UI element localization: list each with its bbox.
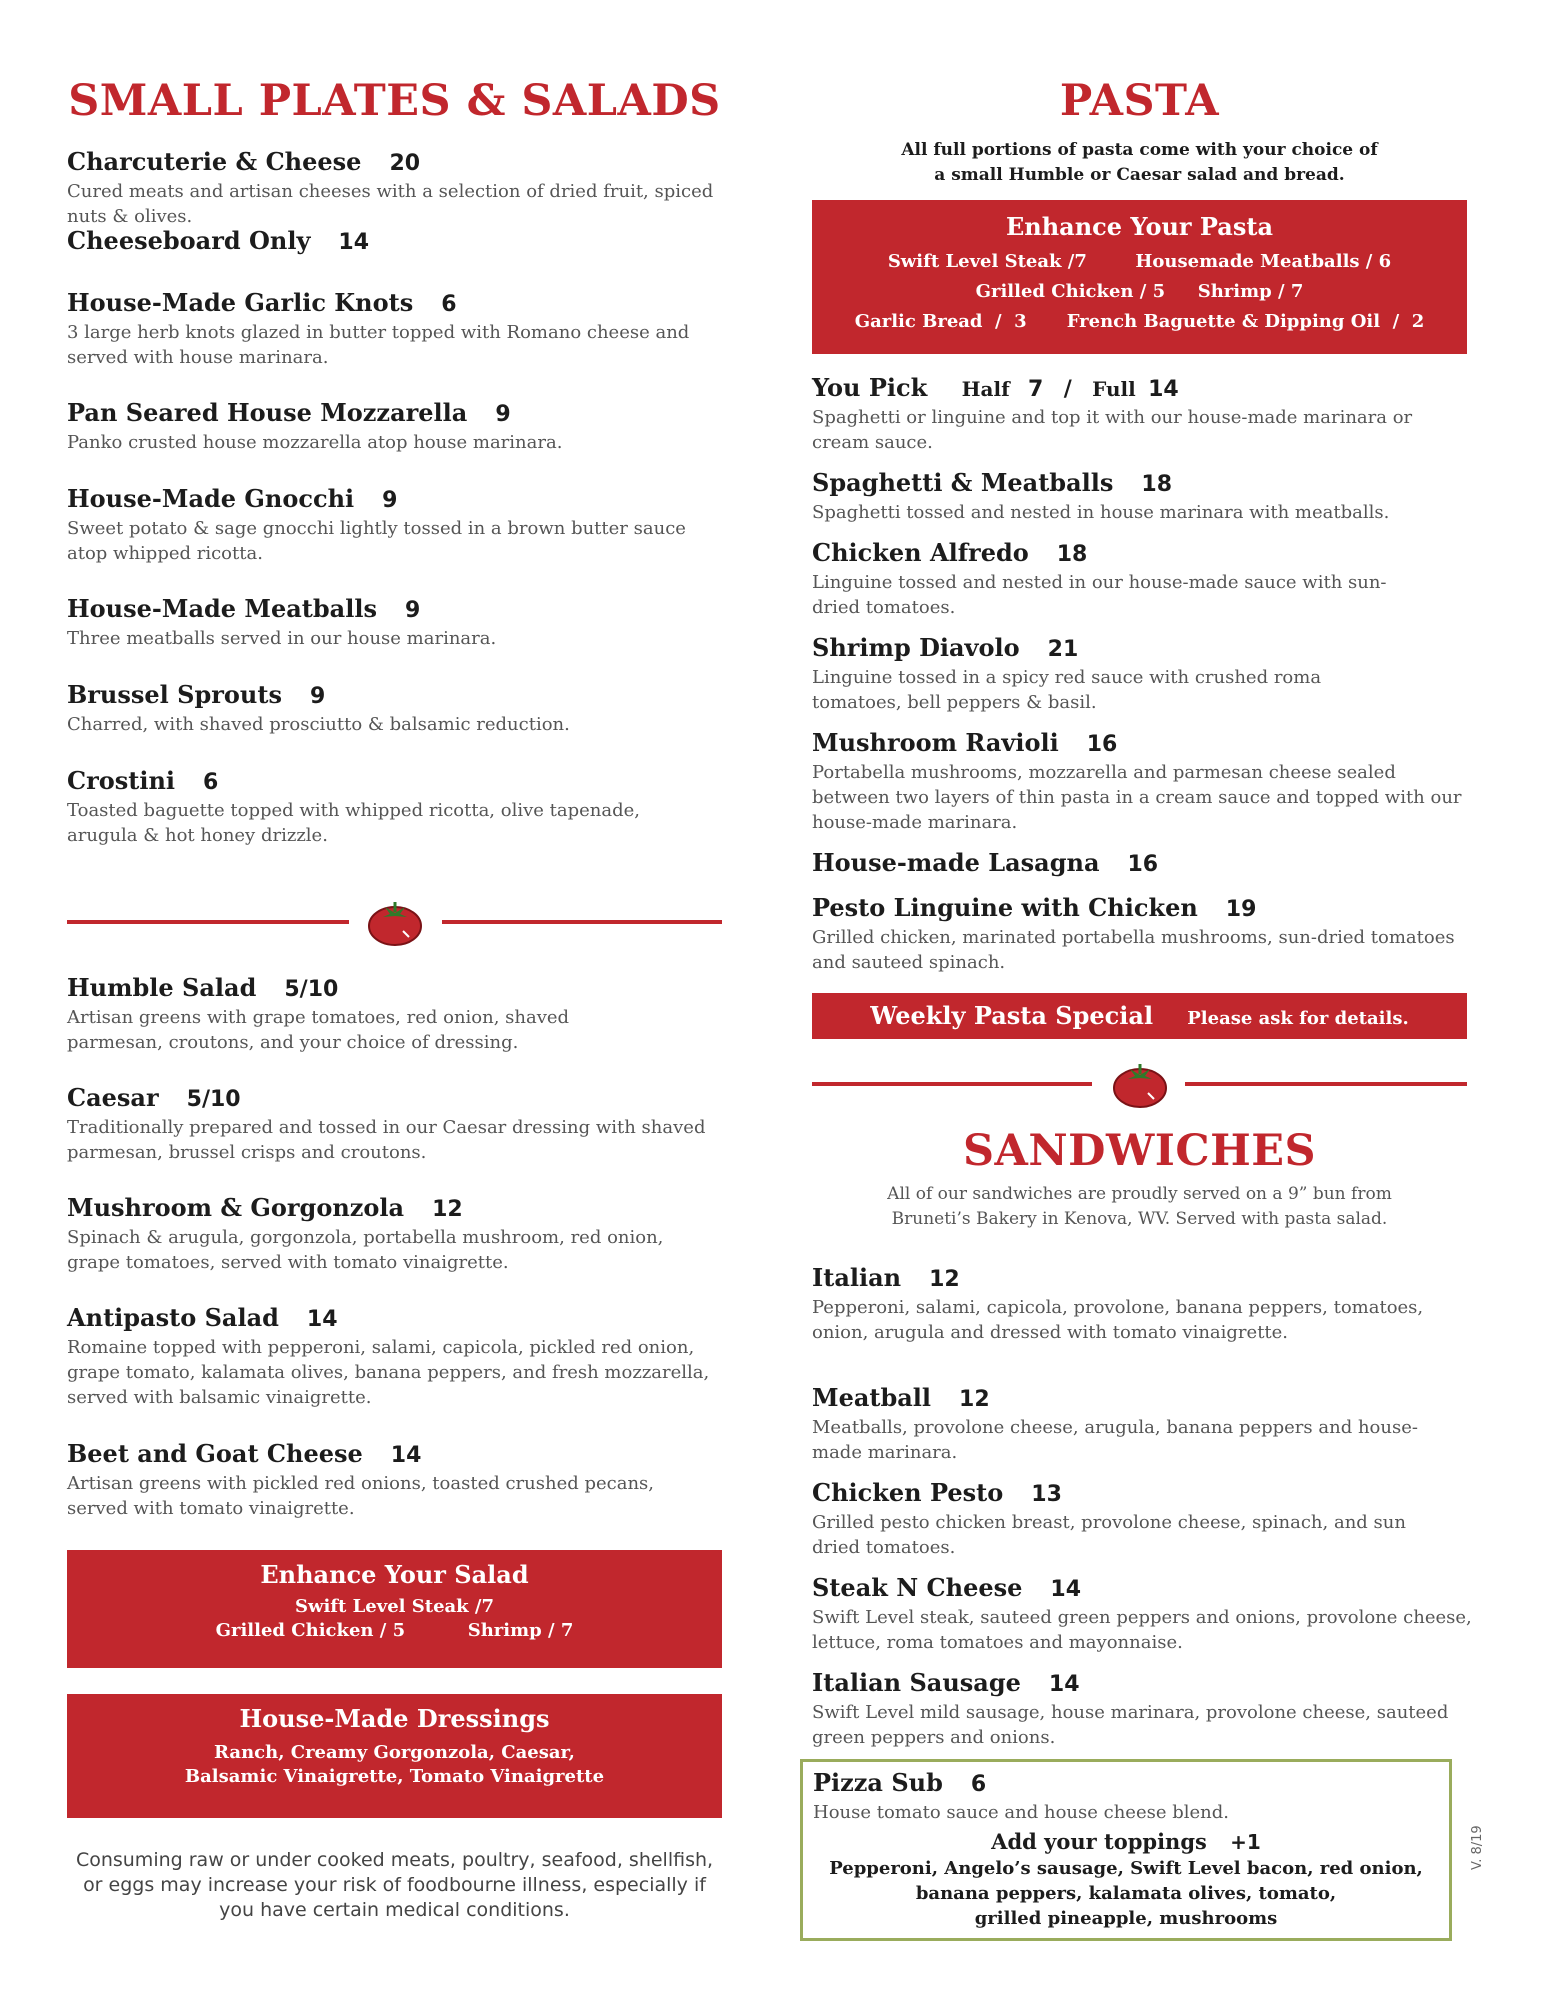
item-price: 6 bbox=[203, 770, 219, 795]
item-description: Grilled pesto chicken breast, provolone cheese, spinach, and sun dried tomatoes. bbox=[812, 1512, 1406, 1558]
weekly-special-note: Please ask for details. bbox=[1187, 1008, 1409, 1029]
enhance-salad-title: Enhance Your Salad bbox=[260, 1560, 529, 1589]
menu-item bbox=[812, 848, 1467, 880]
menu-item bbox=[67, 288, 722, 370]
item-price: 6 bbox=[970, 1772, 987, 1797]
item-name: Italian bbox=[812, 1263, 902, 1292]
item-name: Steak N Cheese bbox=[812, 1573, 1023, 1602]
divider-line bbox=[1185, 1082, 1467, 1086]
menu-item bbox=[67, 484, 722, 566]
item-description: Panko crusted house mozzarella atop house marinara. bbox=[67, 432, 563, 453]
item-price: 13 bbox=[1031, 1482, 1062, 1507]
dressings-title: House-Made Dressings bbox=[239, 1704, 550, 1733]
menu-item bbox=[812, 373, 1467, 455]
item-name: Pan Seared House Mozzarella bbox=[67, 398, 468, 427]
enhance-pasta-box bbox=[812, 200, 1467, 354]
tomato-icon bbox=[1112, 1059, 1168, 1109]
sandwich-intro-line: Bruneti’s Bakery in Kenova, WV. Served with pasta salad. bbox=[891, 1209, 1388, 1229]
item-name: Chicken Alfredo bbox=[812, 538, 1029, 567]
toppings-block bbox=[803, 1828, 1449, 1931]
item-description: Swift Level steak, sauteed green peppers and onions, provolone cheese, lettuce, roma tomatoes and mayonnaise. bbox=[812, 1607, 1472, 1653]
menu-item bbox=[812, 1573, 1472, 1655]
item-name: Pizza Sub bbox=[813, 1768, 943, 1797]
divider-line bbox=[67, 920, 349, 924]
item-name: House-Made Garlic Knots bbox=[67, 288, 414, 317]
tomato-divider bbox=[812, 1059, 1467, 1109]
item-price: 9 bbox=[382, 488, 398, 513]
small-plates-heading: SMALL PLATES & SALADS bbox=[68, 76, 721, 126]
item-name: House-Made Meatballs bbox=[67, 594, 377, 623]
toppings-price: +1 bbox=[1230, 1830, 1261, 1854]
item-price: 14 bbox=[338, 230, 370, 255]
item-name: Meatball bbox=[812, 1383, 932, 1412]
tomato-divider bbox=[67, 897, 722, 947]
dressings-line: Ranch, Creamy Gorgonzola, Caesar, bbox=[214, 1742, 575, 1763]
item-description: Spaghetti tossed and nested in house marinara with meatballs. bbox=[812, 502, 1390, 523]
menu-item bbox=[813, 1768, 1229, 1825]
enhance-salad-box bbox=[67, 1550, 722, 1668]
item-name: House-Made Gnocchi bbox=[67, 484, 355, 513]
menu-item bbox=[67, 680, 722, 737]
item-description: Pepperoni, salami, capicola, provolone, banana peppers, tomatoes, onion, arugula and dressed with tomato vinaigrette. bbox=[812, 1297, 1424, 1343]
item-description: Portabella mushrooms, mozzarella and parmesan cheese sealed between two layers of thin pasta in a cream sauce and topped with our house-made marinara. bbox=[812, 762, 1462, 833]
item-description: Three meatballs served in our house marinara. bbox=[67, 628, 497, 649]
item-name: You Pick bbox=[812, 373, 928, 402]
item-price: 16 bbox=[1086, 732, 1118, 757]
menu-item bbox=[812, 633, 1467, 715]
item-description: Spaghetti or linguine and top it with our house-made marinara or cream sauce. bbox=[812, 407, 1413, 453]
item-description: Linguine tossed in a spicy red sauce with crushed roma tomatoes, bell peppers & basil. bbox=[812, 667, 1322, 713]
menu-item bbox=[67, 1083, 722, 1165]
item-price: 12 bbox=[929, 1267, 960, 1292]
item-price: 5/10 bbox=[284, 977, 339, 1002]
disclaimer: Consuming raw or under cooked meats, poultry, seafood, shellfish, or eggs may increase your risk of foodbourne illness, especially if you have certain medical conditions. bbox=[75, 1849, 714, 1921]
weekly-special-title: Weekly Pasta Special bbox=[870, 1001, 1154, 1030]
item-description: Swift Level mild sausage, house marinara, provolone cheese, sauteed green peppers and onions. bbox=[812, 1702, 1449, 1748]
item-name: Cheeseboard Only bbox=[67, 226, 311, 255]
item-description: Charred, with shaved prosciutto & balsamic reduction. bbox=[67, 714, 570, 735]
item-name: Crostini bbox=[67, 766, 176, 795]
item-price: 9 bbox=[404, 598, 421, 623]
menu-item bbox=[812, 728, 1467, 835]
item-description: Meatballs, provolone cheese, arugula, banana peppers and house-made marinara. bbox=[812, 1417, 1418, 1463]
item-description: Sweet potato & sage gnocchi lightly tossed in a brown butter sauce atop whipped ricotta. bbox=[67, 518, 686, 564]
enhance-option: French Baguette & Dipping Oil / 2 bbox=[1066, 311, 1425, 332]
item-description: Artisan greens with grape tomatoes, red onion, shaved parmesan, croutons, and your choice of dressing. bbox=[67, 1007, 570, 1053]
enhance-option: Shrimp / 7 bbox=[1197, 281, 1304, 302]
menu-item bbox=[67, 147, 722, 229]
enhance-pasta-row bbox=[812, 247, 1467, 277]
sandwich-intro-line: All of our sandwiches are proudly served on a 9” bun from bbox=[887, 1184, 1392, 1204]
menu-item bbox=[67, 594, 722, 651]
item-price: 9 bbox=[495, 402, 511, 427]
item-price: 12 bbox=[959, 1387, 990, 1412]
menu-item bbox=[67, 973, 722, 1055]
weekly-special-box bbox=[812, 993, 1467, 1039]
item-name: Humble Salad bbox=[67, 973, 257, 1002]
enhance-salad-line: Swift Level Steak /7 bbox=[294, 1596, 495, 1617]
enhance-salad-line bbox=[67, 1619, 722, 1643]
menu-item bbox=[812, 468, 1467, 525]
item-price: 21 bbox=[1047, 637, 1079, 662]
enhance-option: Grilled Chicken / 5 bbox=[975, 281, 1166, 302]
item-name: House-made Lasagna bbox=[812, 848, 1100, 877]
price-separator: / bbox=[1063, 377, 1072, 402]
pasta-heading: PASTA bbox=[1059, 76, 1220, 126]
item-description: Artisan greens with pickled red onions, toasted crushed pecans, served with tomato vinaigrette. bbox=[67, 1473, 655, 1519]
pizza-sub-box bbox=[800, 1759, 1452, 1941]
item-description: House tomato sauce and house cheese blend. bbox=[813, 1802, 1229, 1823]
menu-item bbox=[812, 893, 1467, 975]
item-name: Caesar bbox=[67, 1083, 159, 1112]
item-name: Beet and Goat Cheese bbox=[67, 1439, 363, 1468]
enhance-option: Housemade Meatballs / 6 bbox=[1135, 251, 1392, 272]
item-price: 5/10 bbox=[186, 1087, 241, 1112]
toppings-line: Pepperoni, Angelo’s sausage, Swift Level bacon, red onion, bbox=[829, 1858, 1423, 1879]
item-name: Spaghetti & Meatballs bbox=[812, 468, 1114, 497]
item-description: Linguine tossed and nested in our house-made sauce with sun-dried tomatoes. bbox=[812, 572, 1387, 618]
enhance-pasta-row bbox=[812, 277, 1467, 307]
half-label: Half bbox=[961, 377, 1010, 401]
enhance-option: Grilled Chicken / 5 bbox=[215, 1620, 406, 1641]
half-price: 7 bbox=[1028, 377, 1044, 402]
item-description: Cured meats and artisan cheeses with a selection of dried fruit, spiced nuts & olives. bbox=[67, 181, 714, 227]
item-name: Italian Sausage bbox=[812, 1668, 1021, 1697]
toppings-label: Add your toppings bbox=[991, 1829, 1207, 1854]
item-price: 14 bbox=[1050, 1577, 1082, 1602]
menu-item bbox=[67, 398, 722, 455]
dressings-box bbox=[67, 1694, 722, 1818]
item-price: 14 bbox=[1048, 1672, 1080, 1697]
menu-item bbox=[67, 1303, 722, 1410]
item-name: Chicken Pesto bbox=[812, 1478, 1004, 1507]
menu-item bbox=[812, 1263, 1467, 1345]
tomato-icon bbox=[367, 897, 423, 947]
version-label: V. 8/19 bbox=[1470, 1825, 1485, 1870]
divider-line bbox=[812, 1082, 1092, 1086]
enhance-option: Garlic Bread / 3 bbox=[854, 311, 1027, 332]
item-price: 19 bbox=[1225, 897, 1257, 922]
menu-item bbox=[67, 1439, 722, 1521]
enhance-option: Shrimp / 7 bbox=[467, 1620, 574, 1641]
menu-item bbox=[812, 1478, 1467, 1560]
full-label: Full bbox=[1092, 377, 1136, 401]
pasta-intro-line: All full portions of pasta come with your choice of bbox=[901, 140, 1378, 160]
item-name: Charcuterie & Cheese bbox=[67, 147, 362, 176]
sandwich-intro bbox=[812, 1182, 1467, 1232]
item-name: Mushroom Ravioli bbox=[812, 728, 1059, 757]
item-description: Traditionally prepared and tossed in our Caesar dressing with shaved parmesan, brussel crisps and croutons. bbox=[67, 1117, 706, 1163]
item-name: Shrimp Diavolo bbox=[812, 633, 1020, 662]
pasta-intro-line: a small Humble or Caesar salad and bread. bbox=[934, 165, 1345, 185]
item-price: 16 bbox=[1127, 852, 1159, 877]
toppings-line: banana peppers, kalamata olives, tomato, bbox=[915, 1883, 1337, 1904]
enhance-option: Swift Level Steak /7 bbox=[887, 251, 1087, 272]
item-price: 9 bbox=[309, 684, 326, 709]
divider-line bbox=[442, 920, 722, 924]
enhance-pasta-title: Enhance Your Pasta bbox=[1005, 212, 1274, 241]
full-price: 14 bbox=[1148, 377, 1179, 402]
item-description: Spinach & arugula, gorgonzola, portabella mushroom, red onion, grape tomatoes, served with tomato vinaigrette. bbox=[67, 1227, 664, 1273]
item-price: 18 bbox=[1056, 542, 1088, 567]
enhance-pasta-row bbox=[812, 307, 1467, 337]
item-description: Grilled chicken, marinated portabella mushrooms, sun-dried tomatoes and sauteed spinach. bbox=[812, 927, 1455, 973]
menu-item bbox=[67, 226, 722, 258]
sandwiches-heading: SANDWICHES bbox=[962, 1126, 1317, 1176]
pasta-intro bbox=[812, 138, 1467, 188]
item-price: 14 bbox=[390, 1443, 422, 1468]
item-description: Toasted baguette topped with whipped ricotta, olive tapenade, arugula & hot honey drizzle. bbox=[67, 800, 641, 846]
item-price: 18 bbox=[1141, 472, 1173, 497]
item-description: 3 large herb knots glazed in butter topped with Romano cheese and served with house marinara. bbox=[67, 322, 690, 368]
item-name: Mushroom & Gorgonzola bbox=[67, 1193, 405, 1222]
menu-item bbox=[812, 538, 1467, 620]
item-price: 6 bbox=[441, 292, 457, 317]
item-price: 14 bbox=[306, 1307, 338, 1332]
toppings-line: grilled pineapple, mushrooms bbox=[974, 1908, 1278, 1929]
menu-item bbox=[812, 1383, 1467, 1465]
item-price: 12 bbox=[432, 1197, 463, 1222]
item-name: Antipasto Salad bbox=[67, 1303, 279, 1332]
item-price: 20 bbox=[389, 151, 421, 176]
item-name: Brussel Sprouts bbox=[67, 680, 282, 709]
item-description: Romaine topped with pepperoni, salami, capicola, pickled red onion, grape tomato, kalamata olives, banana peppers, and fresh mozzarella, served with balsamic vinaigrette. bbox=[67, 1337, 710, 1408]
menu-item bbox=[67, 1193, 722, 1275]
item-name: Pesto Linguine with Chicken bbox=[812, 893, 1198, 922]
menu-item bbox=[67, 766, 722, 848]
menu-item bbox=[812, 1668, 1467, 1750]
dressings-line: Balsamic Vinaigrette, Tomato Vinaigrette bbox=[184, 1766, 605, 1787]
